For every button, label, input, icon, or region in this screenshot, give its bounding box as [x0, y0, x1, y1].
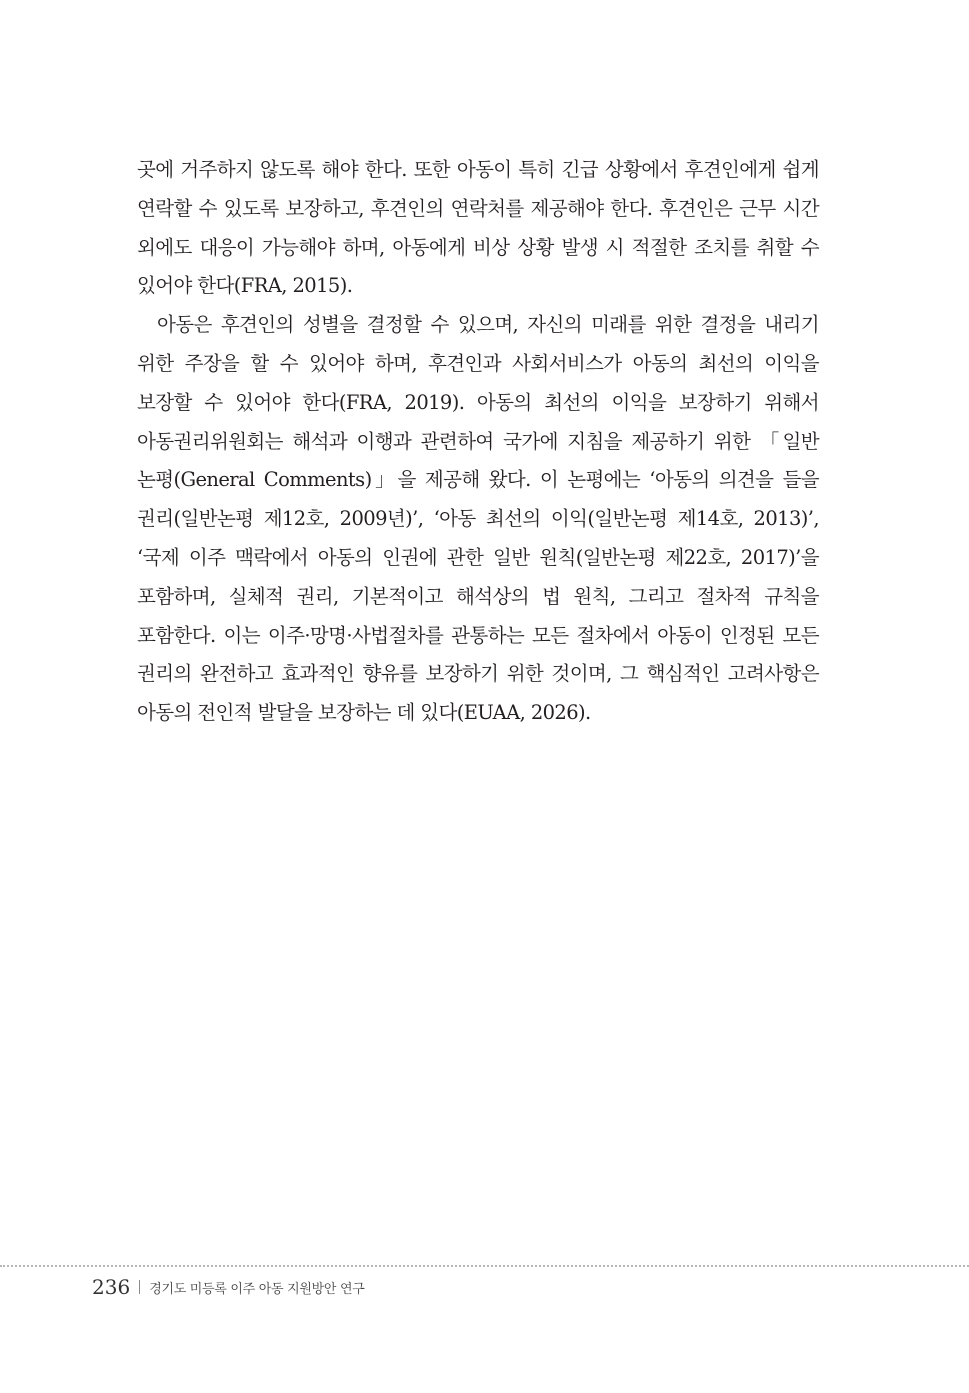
paragraph-2: 아동은 후견인의 성별을 결정할 수 있으며, 자신의 미래를 위한 결정을 내리기 위한 주장을 할 수 있어야 하며, 후견인과 사회서비스가 아동의 최선의 이익을 보장할 수 있어야 한다(FRA, 2019). 아동의 최선의 이익을 보장하기 위해서 아동권리위원회는 해석과 이행과 관련하여 국가에 지침을 제공하기 위한 「일반 논평(General Comments)」을 제공해 왔다. 이 논평에는 ‘아동의 의견을 들을 권리(일반논평 제12호, 2009년)’, ‘아동 최선의 이익(일반논평 제14호, 2013)’, ‘국제 이주 맥락에서 아동의 인권에 관한 일반 원칙(일반논평 제22호, 2017)’을 포함하며, 실체적 권리, 기본적이고 해석상의 법 원칙, 그리고 절차적 규칙을 포함한다. 이는 이주·망명·사법절차를 관통하는 모든 절차에서 아동이 인정된 모든 권리의 완전하고 효과적인 향유를 보장하기 위한 것이며, 그 핵심적인 고려사항은 아동의 전인적 발달을 보장하는 데 있다(EUAA, 2026).: [137, 313, 819, 725]
page-footer: [92, 1273, 364, 1301]
footer-separator: [139, 1280, 140, 1294]
body-text: [137, 151, 819, 733]
page-number: 236: [92, 1275, 131, 1299]
footer-divider: [0, 1265, 969, 1267]
paragraph-1: 곳에 거주하지 않도록 해야 한다. 또한 아동이 특히 긴급 상황에서 후견인에게 쉽게 연락할 수 있도록 보장하고, 후견인의 연락처를 제공해야 한다. 후견인은 근무 시간 외에도 대응이 가능해야 하며, 아동에게 비상 상황 발생 시 적절한 조치를 취할 수 있어야 한다(FRA, 2015).: [137, 158, 819, 298]
running-title: 경기도 미등록 이주 아동 지원방안 연구: [149, 1281, 365, 1297]
